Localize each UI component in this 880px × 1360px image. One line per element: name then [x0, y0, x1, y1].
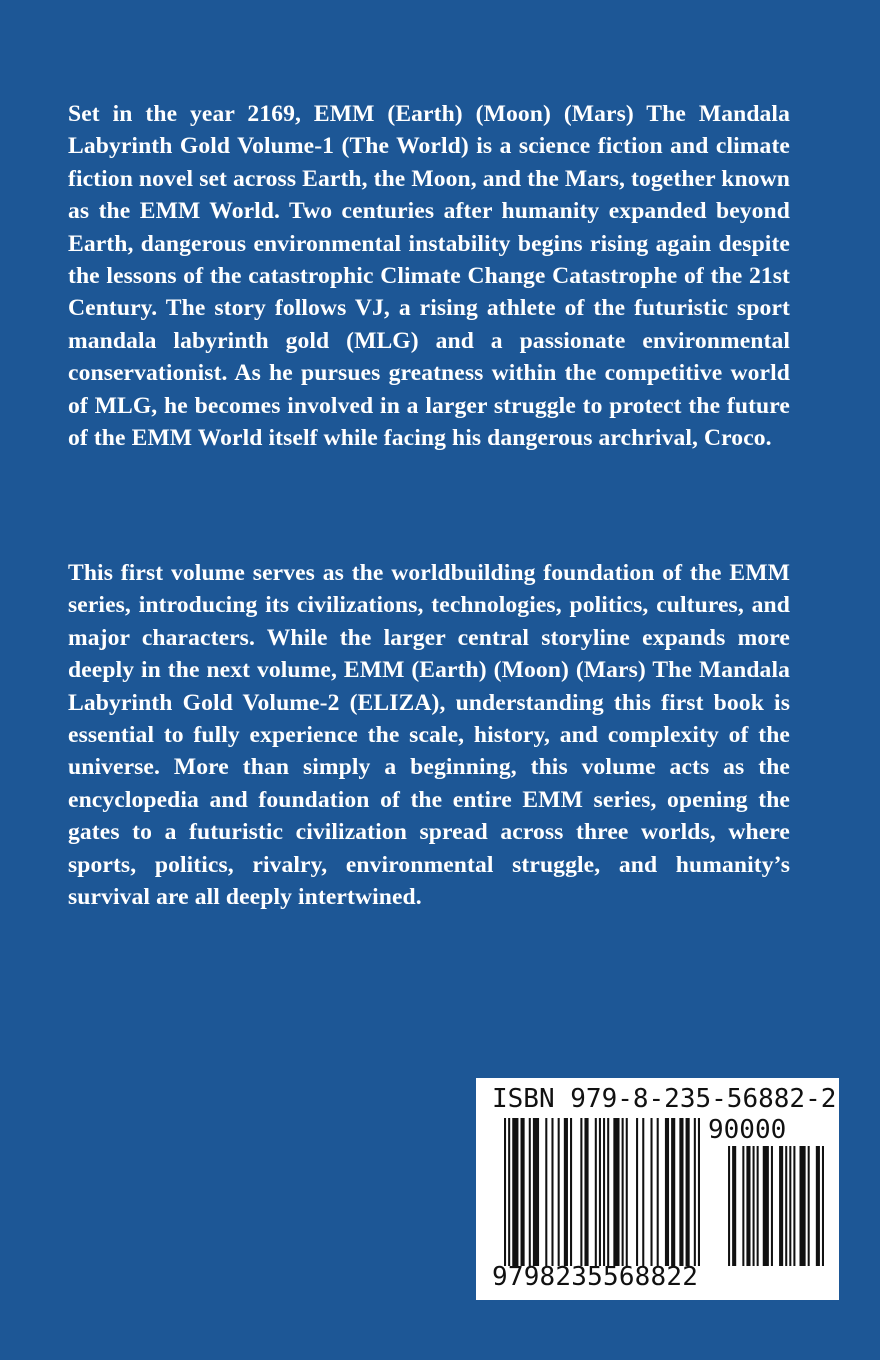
barcode-bar [584, 1118, 588, 1266]
barcode-bar [757, 1146, 759, 1266]
barcode-bar [694, 1118, 696, 1266]
barcode-bar [793, 1146, 795, 1266]
blurb-paragraph-1: Set in the year 2169, EMM (Earth) (Moon) (Mars) The Mandala Labyrinth Gold Volume-1 (The World) is a science fiction and climate fiction novel set across Earth, the Moon, and the Mars, together known as the EMM World. Two centuries after humanity expanded beyond Earth, dangerous environmental instability begins rising again despite the lessons of the catastrophic Climate Change Catastrophe of the 21st Century. The story follows VJ, a rising athlete of the futuristic sport mandala labyrinth gold (MLG) and a passionate environmental conservationist. As he pursues greatness within the competitive world of MLG, he becomes involved in a larger struggle to protect the future of the EMM World itself while facing his dangerous archrival, Croco. [68, 101, 790, 452]
barcode-bar [728, 1146, 730, 1266]
barcode-bar [551, 1118, 553, 1266]
barcode-bar [779, 1146, 783, 1266]
barcode-bar [808, 1146, 810, 1266]
barcode-bar [529, 1118, 531, 1266]
barcode-bar [742, 1146, 744, 1266]
barcode-bar [753, 1146, 755, 1266]
barcode-bar [570, 1118, 572, 1266]
barcode-bar [558, 1118, 560, 1266]
barcode-bar [789, 1146, 791, 1266]
barcode-bar [816, 1146, 820, 1266]
barcode-bar [564, 1118, 568, 1266]
barcode-bar [800, 1146, 806, 1266]
barcode-bar [603, 1118, 605, 1266]
barcode-bar [595, 1118, 597, 1266]
barcode-bar [665, 1118, 669, 1266]
barcode-bar [671, 1118, 675, 1266]
barcode-bar [580, 1118, 582, 1266]
barcode-bar [785, 1146, 787, 1266]
barcode-bar [607, 1118, 609, 1266]
barcode-bar [545, 1118, 547, 1266]
barcode-bar [657, 1118, 659, 1266]
barcode-bar [698, 1118, 700, 1266]
barcode-digits: 9798235568822 [492, 1262, 699, 1292]
ean-barcode-bars [504, 1118, 700, 1266]
barcode-bar [636, 1118, 638, 1266]
price-code: 90000 [708, 1115, 787, 1145]
barcode-bar [512, 1118, 518, 1266]
barcode-bar [533, 1118, 539, 1266]
barcode-bar [679, 1118, 683, 1266]
barcode-bar [521, 1118, 525, 1266]
barcode-bar [732, 1146, 736, 1266]
price-barcode-bars [726, 1146, 824, 1266]
barcode-bar [508, 1118, 510, 1266]
barcode-bar [599, 1118, 601, 1266]
barcode-bar [504, 1118, 506, 1266]
barcode-bar [622, 1118, 624, 1266]
barcode-bar [613, 1118, 619, 1266]
barcode-bar [642, 1118, 644, 1266]
barcode-bar [650, 1118, 652, 1266]
barcode-bar [771, 1146, 773, 1266]
barcode-bar [626, 1118, 628, 1266]
barcode-bar [746, 1146, 750, 1266]
isbn-label: ISBN 979-8-235-56882-2 [492, 1084, 837, 1114]
barcode-bar [686, 1118, 690, 1266]
barcode-bar [822, 1146, 824, 1266]
blurb-paragraph-2: This first volume serves as the worldbuilding foundation of the EMM series, introducing its civilizations, technologies, politics, cultures, and major characters. While the larger central storyline expands more deeply in the next volume, EMM (Earth) (Moon) (Mars) The Mandala Labyrinth Gold Volume-2 (ELIZA), understanding this first book is essential to fully experience the scale, history, and complexity of the universe. More than simply a beginning, this volume acts as the encyclopedia and foundation of the entire EMM series, opening the gates to a futuristic civilization spread across three worlds, where sports, politics, rivalry, environmental struggle, and humanity’s survival are all deeply intertwined. [68, 560, 790, 911]
isbn-barcode-box [476, 1078, 839, 1300]
barcode-bar [763, 1146, 769, 1266]
